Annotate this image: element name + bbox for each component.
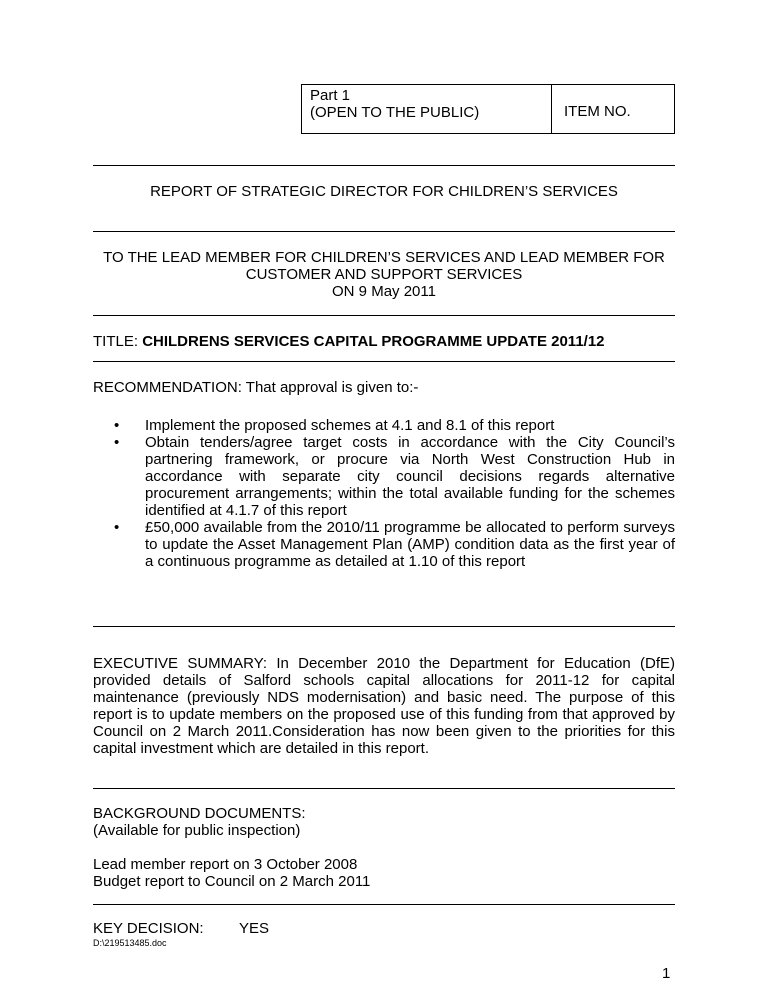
list-item: Lead member report on 3 October 2008	[93, 856, 358, 873]
recommendation-intro: RECOMMENDATION: That approval is given to:-	[93, 379, 419, 396]
box-divider	[551, 85, 552, 133]
item-no-label: ITEM NO.	[564, 103, 631, 120]
bullet-icon: •	[114, 417, 120, 434]
recommendation-list	[93, 417, 675, 570]
divider-rule	[93, 165, 675, 166]
list-item: Budget report to Council on 2 March 2011	[93, 873, 371, 890]
part-item-box	[301, 84, 675, 134]
divider-rule	[93, 231, 675, 232]
title-label: TITLE:	[93, 333, 143, 350]
list-item	[93, 519, 675, 570]
list-item-text: Implement the proposed schemes at 4.1 and 8.1 of this report	[145, 417, 555, 434]
file-path: D:\219513485.doc	[93, 938, 167, 948]
executive-summary: EXECUTIVE SUMMARY: In December 2010 the Department for Education (DfE) provided details of Salford schools capital allocations for 2011-12 for capital maintenance (previously NDS modernisation) and basic need. The purpose of this report is to update members on the proposed use of this funding from that approved by Council on 2 March 2011.Consideration has now been given to the priorities for this capital investment which are detailed in this report.	[93, 655, 675, 757]
report-title	[93, 333, 675, 350]
report-of-heading: REPORT OF STRATEGIC DIRECTOR FOR CHILDREN’S SERVICES	[150, 183, 618, 200]
background-heading: BACKGROUND DOCUMENTS:	[93, 805, 306, 822]
key-decision-value: YES	[239, 920, 270, 937]
list-item	[93, 417, 675, 434]
background-subheading: (Available for public inspection)	[93, 822, 301, 839]
background-documents	[93, 805, 675, 839]
addressee-block	[93, 249, 675, 300]
divider-rule	[93, 626, 675, 627]
page-number: 1	[662, 965, 671, 982]
title-value: CHILDRENS SERVICES CAPITAL PROGRAMME UPDATE 2011/12	[142, 333, 605, 350]
divider-rule	[93, 788, 675, 789]
divider-rule	[93, 904, 675, 905]
addressee-line-2: CUSTOMER AND SUPPORT SERVICES	[245, 266, 523, 283]
list-item-text: £50,000 available from the 2010/11 programme be allocated to perform surveys to update the Asset Management Plan (AMP) condition data as the first year of a continuous programme as detailed at 1.10 of this report	[145, 519, 675, 570]
bullet-icon: •	[114, 519, 120, 536]
key-decision-label: KEY DECISION:	[93, 920, 204, 937]
part-line-2: (OPEN TO THE PUBLIC)	[310, 104, 480, 121]
bullet-icon: •	[114, 434, 120, 451]
divider-rule	[93, 361, 675, 362]
part-line-1: Part 1	[310, 87, 351, 104]
divider-rule	[93, 315, 675, 316]
list-item-text: Obtain tenders/agree target costs in accordance with the City Council’s partnering framework, or procure via North West Construction Hub in accordance with separate city council decisions regards alternative procurement arrangements; within the total available funding for the schemes identified at 4.1.7 of this report	[145, 434, 675, 519]
meeting-date: ON 9 May 2011	[332, 283, 436, 300]
background-document-list	[93, 856, 675, 890]
part-label	[310, 87, 479, 121]
list-item	[93, 434, 675, 519]
addressee-line-1: TO THE LEAD MEMBER FOR CHILDREN’S SERVICES AND LEAD MEMBER FOR	[103, 249, 665, 266]
